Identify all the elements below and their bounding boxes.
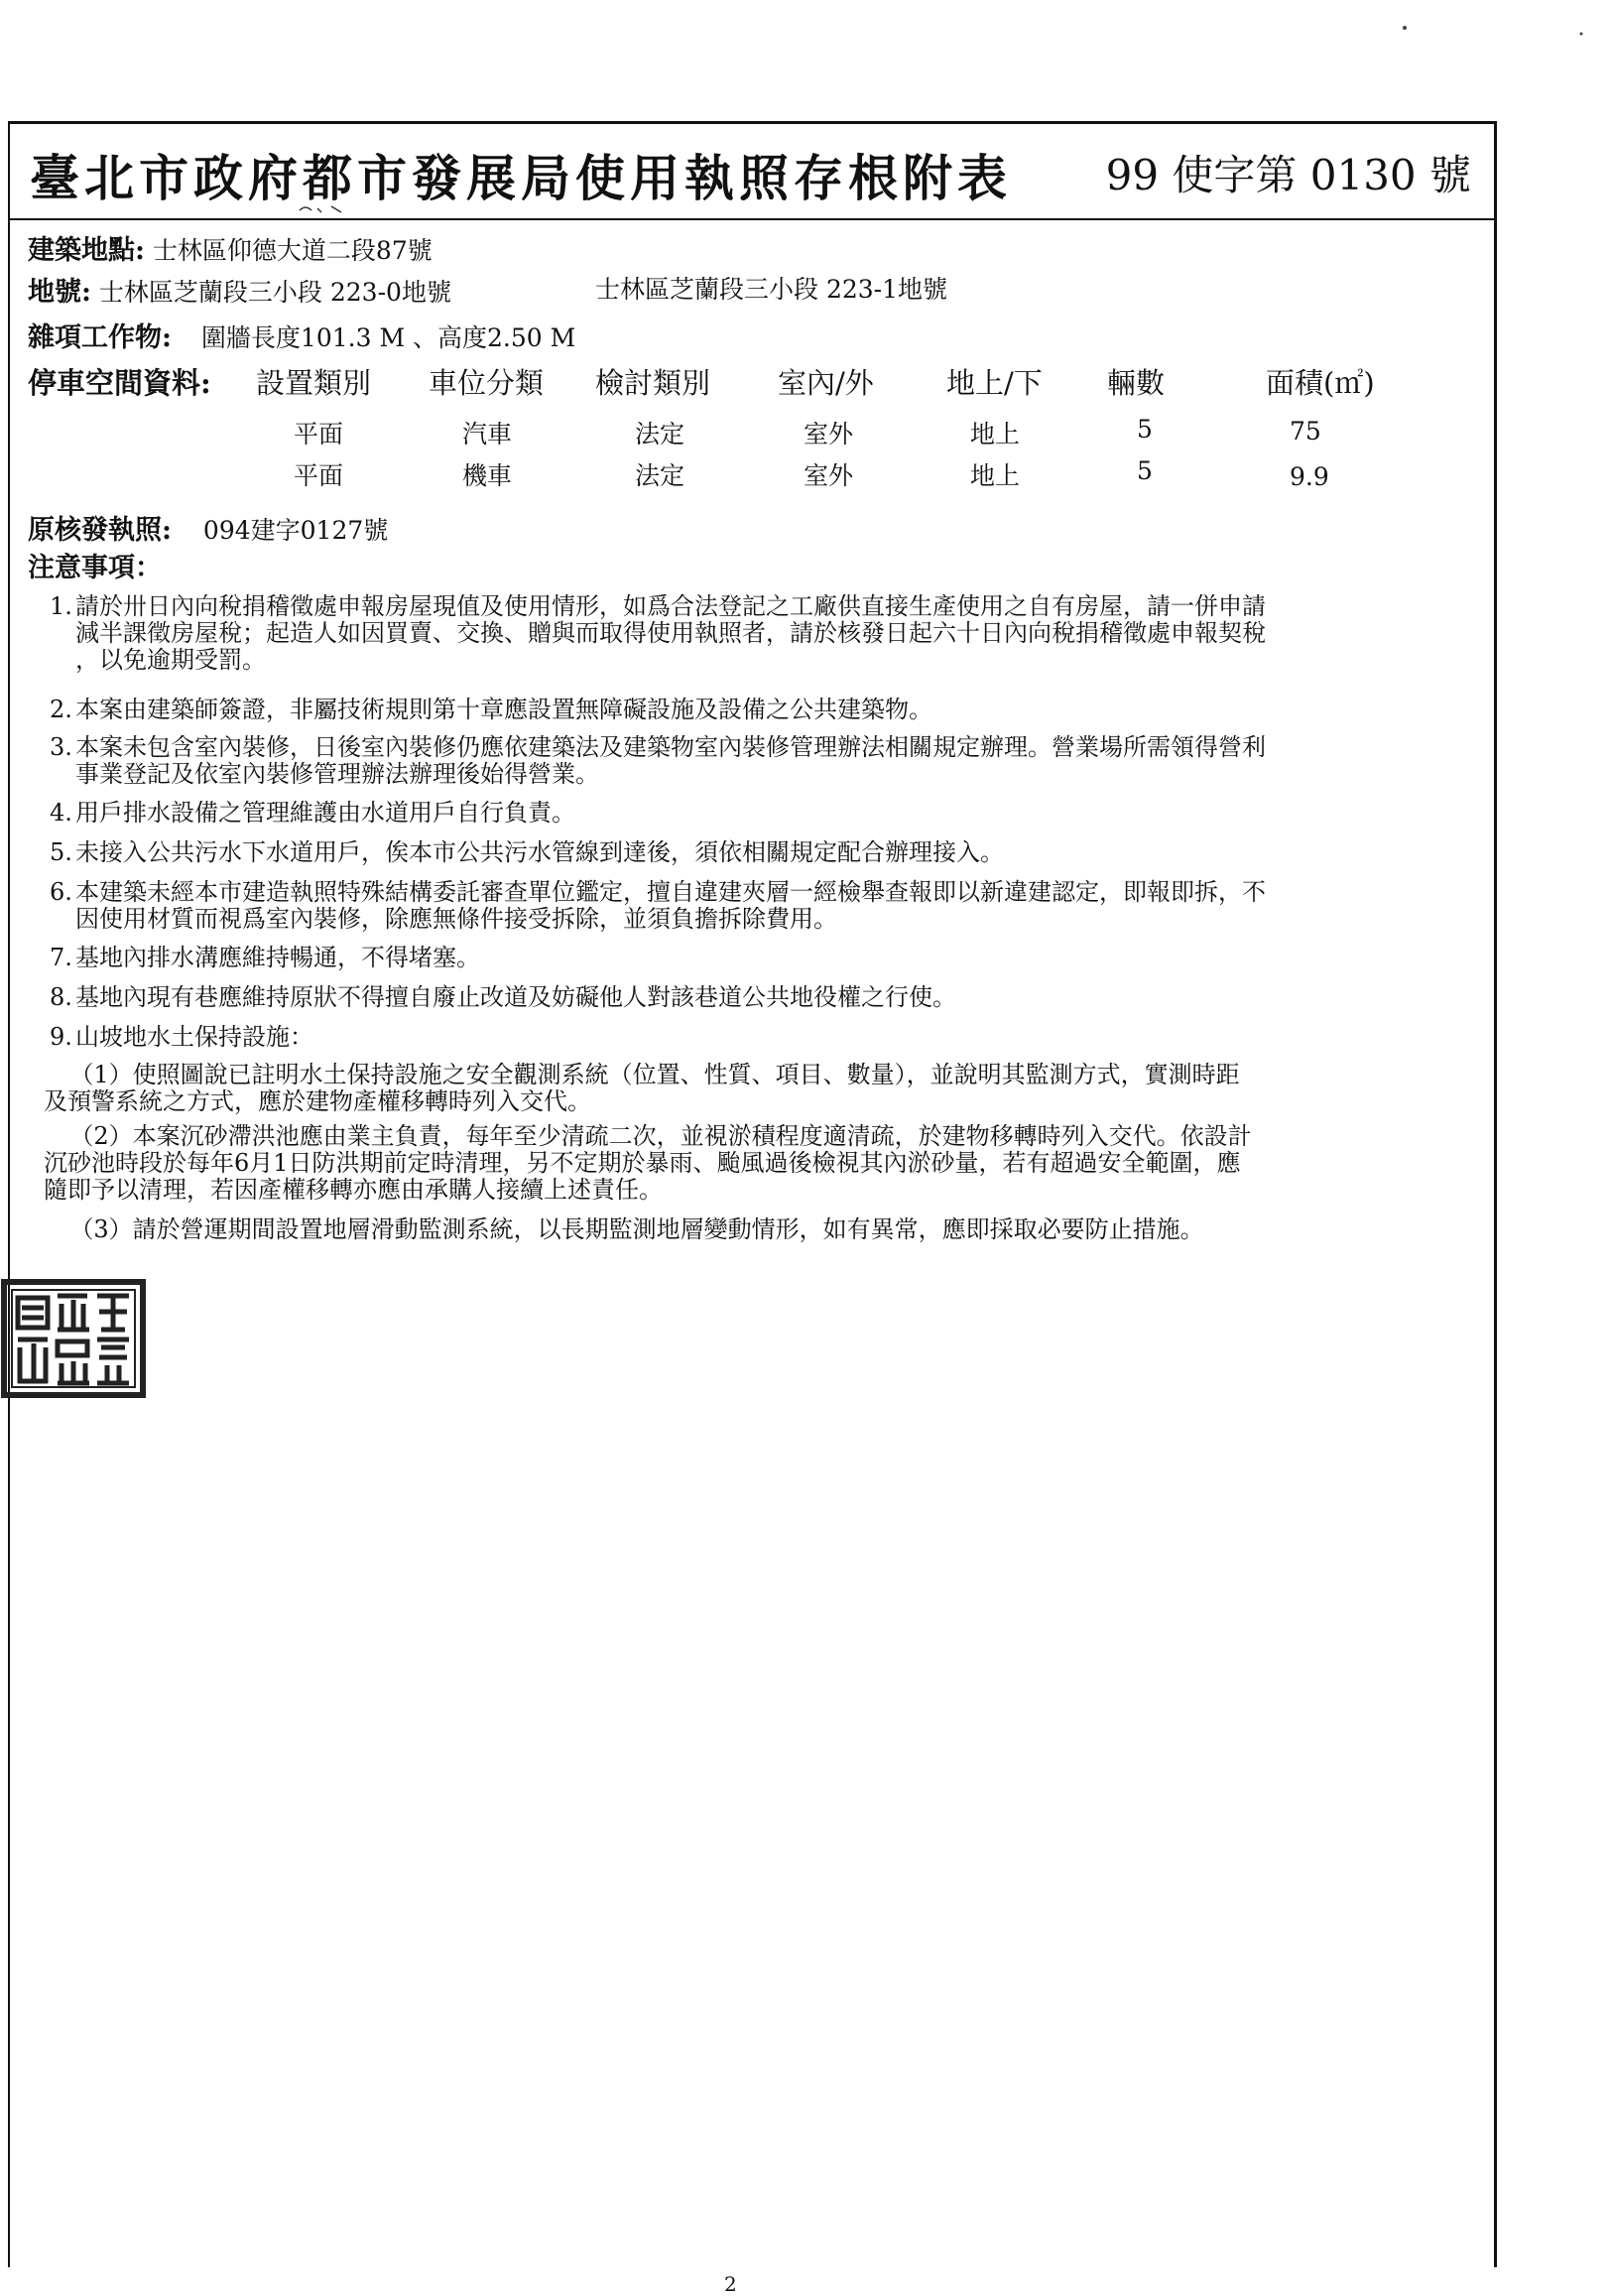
parking-header: 輛數 [1107, 366, 1166, 400]
note-number: 2. [50, 696, 72, 723]
note-line: 山坡地水土保持設施： [75, 1023, 313, 1051]
parking-cell: 地上 [970, 420, 1021, 448]
note-line: 基地內現有巷應維持原狀不得擅自廢止改道及妨礙他人對該巷道公共地役權之行使。 [75, 983, 956, 1011]
sub-note-line: （3）請於營運期間設置地層滑動監測系統，以長期監測地層變動情形，如有異常，應即採取必要防止措施。 [69, 1215, 1204, 1243]
parking-cell: 9.9 [1290, 462, 1329, 491]
parking-header: 地上/下 [946, 366, 1043, 400]
note-text [75, 1024, 1484, 1051]
sub-note-item [44, 1216, 1452, 1243]
lot-value-1: 士林區芝蘭段三小段 223-0地號 [98, 278, 451, 307]
note-text [75, 800, 1484, 827]
note-number: 4. [50, 799, 72, 827]
parking-header: 面積(㎡) [1266, 366, 1375, 400]
note-line: 本案未包含室內裝修，日後室內裝修仍應依建築法及建築物室內裝修管理辦法相關規定辦理。營業場所需領得營利 [75, 733, 1266, 761]
note-line: 請於卅日內向稅捐稽徵處申報房屋現值及使用情形，如爲合法登記之工廠供直接生產使用之自有房屋，請一併申請 [75, 592, 1266, 620]
note-line: 基地內排水溝應維持暢通，不得堵塞。 [75, 944, 480, 971]
note-line: 本建築未經本市建造執照特殊結構委託審查單位鑑定，擅自違建夾層一經檢舉查報即以新違建認定，即報即拆，不 [75, 878, 1266, 906]
parking-cell: 汽車 [462, 420, 513, 448]
note-number: 6. [50, 878, 72, 906]
note-number: 7. [50, 944, 72, 971]
sub-note-item [44, 1123, 1452, 1204]
scan-mark [298, 202, 357, 216]
lot-row-2 [595, 270, 947, 306]
parking-cell: 平面 [294, 461, 344, 490]
sub-note-line: 及預警系統之方式，應於建物產權移轉時列入交代。 [44, 1087, 591, 1115]
site-row [28, 228, 433, 267]
original-permit-value: 094建字0127號 [202, 516, 389, 545]
sub-note-line: （1）使照圖說已註明水土保持設施之安全觀測系統（位置、性質、項目、數量），並說明其監測方式，實測時距 [69, 1061, 1240, 1088]
parking-cell: 5 [1137, 415, 1153, 444]
original-permit-row [28, 508, 388, 547]
parking-header: 車位分類 [429, 366, 545, 400]
note-line: 減半課徵房屋稅；起造人如因買賣、交換、贈與而取得使用執照者，請於核發日起六十日內向稅捐稽徵處申報契稅 [75, 619, 1266, 647]
parking-header: 室內/外 [778, 366, 874, 400]
parking-label-row [28, 361, 211, 402]
note-number: 5. [50, 838, 72, 866]
document-title: 臺北市政府都市發展局使用執照存根附表 [30, 149, 1012, 207]
parking-cell: 地上 [970, 461, 1021, 490]
parking-cell: 室外 [804, 420, 854, 448]
misc-row [28, 316, 575, 354]
note-text [75, 734, 1484, 788]
original-permit-label: 原核發執照: [28, 515, 172, 546]
sub-note-line: 隨即予以清理，若因產權移轉亦應由承購人接續上述責任。 [44, 1176, 663, 1204]
parking-cell: 室外 [804, 461, 854, 490]
note-text [75, 697, 1484, 723]
site-value: 士林區仰德大道二段87號 [152, 236, 433, 265]
sub-note-item [44, 1062, 1452, 1115]
note-line: 用戶排水設備之管理維護由水道用戶自行負責。 [75, 799, 575, 827]
official-seal-stamp [0, 1278, 147, 1399]
note-number: 3. [50, 733, 72, 761]
note-line: ，以免逾期受罰。 [75, 646, 266, 674]
parking-cell: 法定 [635, 420, 685, 448]
note-text [75, 839, 1484, 866]
note-line: 事業登記及依室內裝修管理辦法辦理後始得營業。 [75, 760, 599, 788]
parking-cell: 平面 [294, 420, 344, 448]
lot-value-2: 士林區芝蘭段三小段 223-1地號 [595, 275, 948, 304]
note-line: 本案由建築師簽證，非屬技術規則第十章應設置無障礙設施及設備之公共建築物。 [75, 696, 932, 723]
notes-label: 注意事項： [28, 553, 162, 583]
parking-cell: 75 [1290, 417, 1321, 446]
parking-header: 設置類別 [256, 366, 372, 400]
misc-value: 圍牆長度101.3 M 、高度2.50 M [200, 323, 576, 352]
note-text [75, 879, 1484, 933]
permit-number: 99 使字第 0130 號 [1105, 151, 1471, 199]
parking-header: 檢討類別 [595, 366, 711, 400]
parking-cell: 5 [1137, 456, 1153, 485]
misc-label: 雜項工作物: [28, 322, 172, 353]
sub-note-line: 沉砂池時段於每年6月1日防洪期前定時清理，另不定期於暴雨、颱風過後檢視其內淤砂量，若有超過安全範圍，應 [44, 1149, 1241, 1177]
scan-speck [1397, 0, 1595, 60]
page-number: 2 [724, 2272, 737, 2296]
parking-cell: 機車 [462, 461, 513, 490]
note-number: 1. [50, 592, 72, 620]
note-line: 因使用材質而視爲室內裝修，除應無條件接受拆除，並須負擔拆除費用。 [75, 905, 837, 933]
parking-cell: 法定 [635, 461, 685, 490]
notes-label-row [28, 546, 162, 584]
note-text [75, 945, 1484, 971]
note-number: 9. [50, 1023, 72, 1051]
note-number: 8. [50, 983, 72, 1011]
lot-row [28, 270, 451, 309]
document-header [8, 121, 1495, 220]
note-line: 未接入公共污水下水道用戶，俟本市公共污水管線到達後，須依相關規定配合辦理接入。 [75, 838, 1004, 866]
lot-label: 地號: [28, 277, 91, 308]
site-label: 建築地點: [28, 235, 145, 266]
parking-label: 停車空間資料: [28, 366, 211, 400]
note-text [75, 984, 1484, 1011]
note-text [75, 593, 1484, 674]
sub-note-line: （2）本案沉砂滯洪池應由業主負責，每年至少清疏二次，並視淤積程度適清疏，於建物移轉時列入交代。依設計 [69, 1122, 1252, 1150]
